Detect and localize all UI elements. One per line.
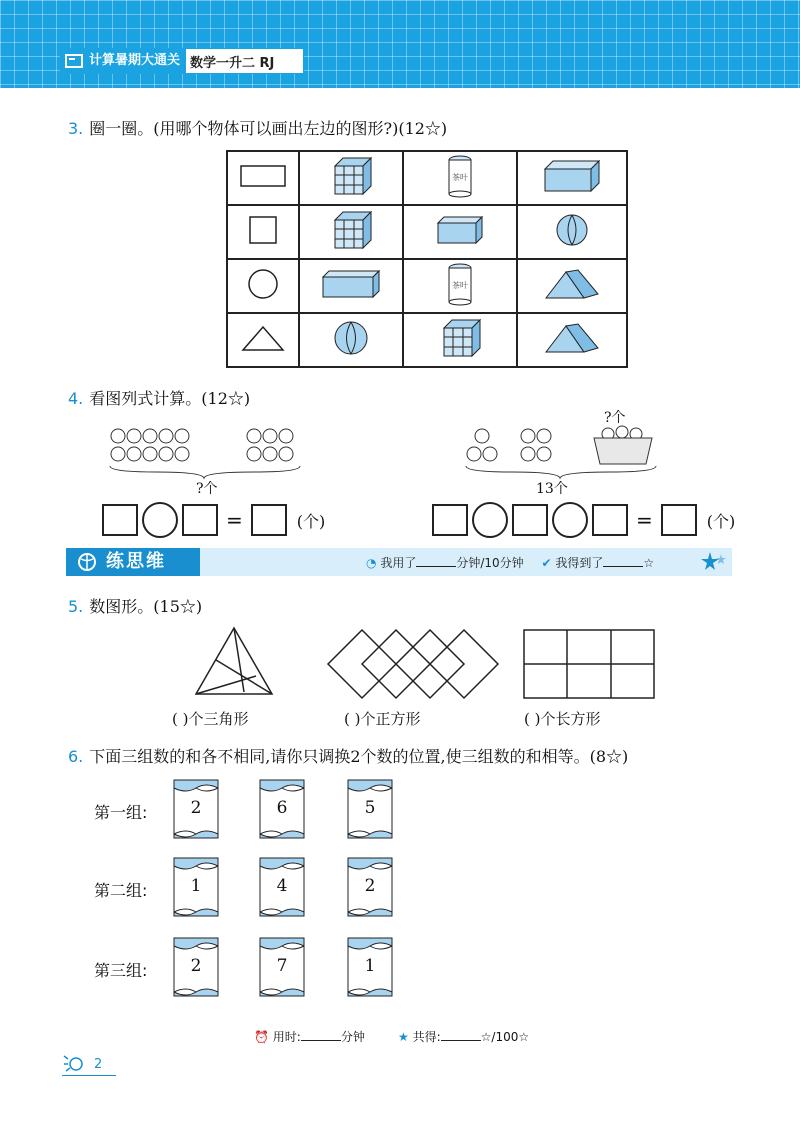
rectangle-count-caption[interactable]: ( )个长方形	[524, 710, 601, 728]
square-count-caption[interactable]: ( )个正方形	[344, 710, 421, 728]
card-value: 6	[276, 798, 288, 818]
header-band	[0, 0, 800, 88]
cuboid-icon	[436, 215, 484, 245]
box-option[interactable]	[299, 259, 403, 313]
tea-can-icon	[445, 154, 475, 198]
rubiks-cube-option[interactable]	[299, 205, 403, 259]
number-card[interactable]	[172, 778, 220, 840]
q4-title	[68, 386, 250, 409]
thinking-banner	[66, 548, 732, 576]
q6-text: 下面三组数的和各不相同,请你只调换2个数的位置,使三组数的和相等。(8☆)	[89, 747, 629, 766]
ball-icon	[333, 320, 369, 356]
cube-icon	[329, 156, 373, 196]
equals-sign: =	[226, 508, 243, 532]
footer-score-blank[interactable]	[441, 1040, 481, 1041]
triangle-shape	[241, 324, 285, 352]
rubiks-cube-option[interactable]	[403, 313, 517, 367]
tea-can-option[interactable]	[403, 259, 517, 313]
q3-table	[226, 150, 628, 368]
number-card[interactable]	[258, 856, 306, 918]
time-used-label: 我用了	[380, 556, 417, 570]
minutes-label: 分钟/10分钟	[456, 556, 524, 570]
card-value: 1	[364, 956, 376, 976]
right-total-label: 13个	[536, 481, 568, 497]
can-label: 茶叶	[452, 173, 468, 182]
footer-score	[398, 1028, 529, 1045]
card-value: 2	[364, 876, 376, 896]
q6-number: 6.	[68, 747, 84, 766]
total-label: 共得:	[412, 1030, 441, 1044]
q3-text: 圈一圈。(用哪个物体可以画出左边的图形?)(12☆)	[89, 119, 448, 138]
cuboid-icon	[543, 159, 601, 193]
time-unit: 分钟	[340, 1030, 365, 1044]
group-3-label: 第三组:	[94, 961, 148, 980]
group-2-label: 第二组:	[94, 881, 148, 900]
circle-shape	[247, 268, 279, 300]
answer-box[interactable]	[661, 504, 697, 536]
banner-tag	[66, 548, 200, 576]
triangle-count-caption[interactable]: ( )个三角形	[172, 710, 249, 728]
subject-title: 数学一升二 RJ	[190, 55, 275, 71]
equals-sign: =	[636, 508, 653, 532]
triangular-prism-icon	[544, 268, 600, 300]
operator-circle[interactable]	[552, 502, 588, 538]
card-value: 1	[190, 876, 202, 896]
q5-text: 数图形。(15☆)	[89, 597, 203, 616]
ball-icon	[555, 213, 589, 247]
card-value: 4	[276, 876, 288, 896]
rubiks-cube-option[interactable]	[299, 151, 403, 205]
check-icon: ✔	[541, 556, 552, 570]
q4-left-equation	[102, 502, 325, 538]
answer-box[interactable]	[251, 504, 287, 536]
page-underline	[62, 1075, 116, 1076]
banner-title: 练思维	[106, 551, 166, 572]
q4-right-equation	[432, 502, 735, 538]
rectangle-shape	[239, 164, 287, 188]
q3-title	[68, 116, 447, 139]
prism-option[interactable]	[517, 259, 627, 313]
number-card[interactable]	[258, 936, 306, 998]
sun-swirl-icon	[62, 1052, 90, 1074]
unit-label: (个)	[296, 511, 326, 531]
q4-text: 看图列式计算。(12☆)	[89, 389, 251, 408]
right-top-question-label: ?个	[604, 410, 626, 426]
clock-icon: ◔	[366, 556, 377, 570]
rectangle-grid-figure	[522, 628, 656, 700]
number-card[interactable]	[346, 778, 394, 840]
q4-number: 4.	[68, 389, 84, 408]
card-value: 2	[190, 798, 202, 818]
q6-title	[68, 744, 628, 767]
number-card[interactable]	[172, 856, 220, 918]
q5-title	[68, 594, 202, 617]
time-label: 用时:	[272, 1030, 301, 1044]
answer-box[interactable]	[102, 504, 138, 536]
operator-circle[interactable]	[472, 502, 508, 538]
star-icon: ★	[398, 1030, 409, 1044]
card-value: 7	[276, 956, 288, 976]
book-icon	[61, 49, 87, 73]
group-1-label: 第一组:	[94, 803, 148, 822]
brain-icon	[76, 551, 98, 573]
ball-option[interactable]	[517, 205, 627, 259]
cube-icon	[329, 210, 373, 250]
unit-label: (个)	[706, 511, 736, 531]
box-option[interactable]	[403, 205, 517, 259]
number-card[interactable]	[258, 778, 306, 840]
card-value: 2	[190, 956, 202, 976]
series-title: 计算暑期大通关	[87, 49, 186, 73]
banner-info	[366, 554, 654, 571]
answer-box[interactable]	[182, 504, 218, 536]
q3-number: 3.	[68, 119, 84, 138]
number-card[interactable]	[346, 856, 394, 918]
prism-option[interactable]	[517, 313, 627, 367]
star-label: ☆	[643, 556, 655, 570]
triangular-prism-icon	[544, 322, 600, 354]
apples-left-illustration	[106, 424, 306, 484]
card-value: 5	[364, 798, 376, 818]
time-blank[interactable]	[416, 566, 456, 567]
book-title-bar	[60, 48, 304, 74]
apples-right-illustration	[462, 424, 666, 484]
tea-can-option[interactable]	[403, 151, 517, 205]
answer-box[interactable]	[432, 504, 468, 536]
cuboid-icon	[321, 269, 381, 299]
ball-option[interactable]	[299, 313, 403, 367]
answer-box[interactable]	[512, 504, 548, 536]
page-number: 2	[94, 1057, 103, 1072]
answer-box[interactable]	[592, 504, 628, 536]
box-option[interactable]	[517, 151, 627, 205]
number-card[interactable]	[172, 936, 220, 998]
score-blank[interactable]	[603, 566, 643, 567]
square-shape	[248, 215, 278, 245]
tea-can-icon	[445, 262, 475, 306]
total-suffix: ☆/100☆	[480, 1030, 530, 1044]
footer-time-blank[interactable]	[301, 1040, 341, 1041]
alarm-clock-icon: ⏰	[254, 1030, 269, 1044]
stars-icon	[700, 550, 728, 574]
q5-number: 5.	[68, 597, 84, 616]
score-label: 我得到了	[555, 556, 604, 570]
footer-time	[254, 1028, 365, 1045]
triangle-figure	[194, 626, 274, 696]
can-label: 茶叶	[452, 281, 468, 290]
cube-icon	[438, 318, 482, 358]
left-question-label: ?个	[196, 481, 218, 497]
number-card[interactable]	[346, 936, 394, 998]
diamond-squares-figure	[326, 628, 502, 700]
operator-circle[interactable]	[142, 502, 178, 538]
